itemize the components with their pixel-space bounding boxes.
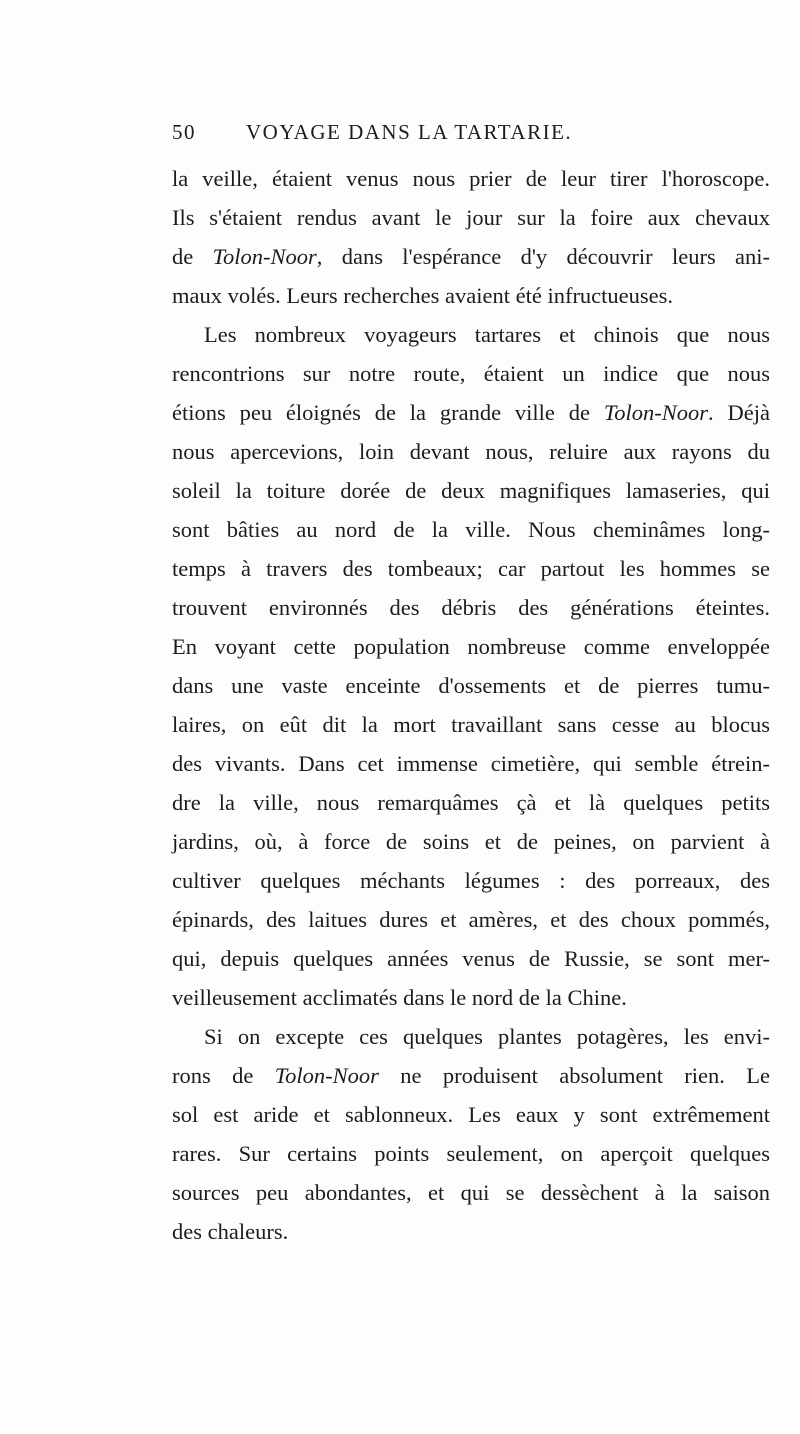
text-line: épinards, des laitues dures et amères, et des choux pommés,	[172, 907, 770, 932]
text-line: sources peu abondantes, et qui se dessèchent à la saison	[172, 1180, 770, 1205]
place-name: Tolon-Noor	[212, 244, 317, 269]
text-line: laires, on eût dit la mort travaillant sans cesse au blocus	[172, 712, 770, 737]
text-line: rares. Sur certains points seulement, on aperçoit quelques	[172, 1141, 770, 1166]
text-line: Les nombreux voyageurs tartares et chinois que nous	[204, 322, 770, 347]
place-name: Tolon-Noor	[603, 400, 709, 425]
text-line: jardins, où, à force de soins et de peines, on parvient à	[172, 829, 770, 854]
text-line: la veille, étaient venus nous prier de leur tirer l'horoscope.	[172, 166, 770, 191]
text-line: En voyant cette population nombreuse comme enveloppée	[172, 634, 770, 659]
text-line: étions peu éloignés de la grande ville de Tolon-Noor. Déjà	[172, 400, 770, 425]
text-line: dans une vaste enceinte d'ossements et de pierres tumu-	[172, 673, 770, 698]
text-line: rencontrions sur notre route, étaient un indice que nous	[172, 361, 770, 386]
text-line: dre la ville, nous remarquâmes çà et là quelques petits	[172, 790, 770, 815]
text-line: nous apercevions, loin devant nous, reluire aux rayons du	[172, 439, 770, 464]
running-title: VOYAGE DANS LA TARTARIE.	[246, 120, 573, 144]
text-line: cultiver quelques méchants légumes : des porreaux, des	[172, 868, 770, 893]
text-line: Ils s'étaient rendus avant le jour sur la foire aux chevaux	[172, 205, 770, 230]
running-head	[172, 120, 632, 150]
body-text	[172, 159, 770, 1251]
text-line: de Tolon-Noor, dans l'espérance d'y découvrir leurs ani-	[172, 244, 770, 269]
text-line: soleil la toiture dorée de deux magnifiques lamaseries, qui	[172, 478, 770, 503]
text-line: des vivants. Dans cet immense cimetière, qui semble étrein-	[172, 751, 770, 776]
text-line: qui, depuis quelques années venus de Russie, se sont mer-	[172, 946, 770, 971]
text-line: sont bâties au nord de la ville. Nous cheminâmes long-	[172, 517, 770, 542]
text-line: sol est aride et sablonneux. Les eaux y sont extrêmement	[172, 1102, 770, 1127]
text-line: rons de Tolon-Noor ne produisent absolument rien. Le	[172, 1063, 770, 1088]
place-name: Tolon-Noor	[274, 1063, 379, 1088]
text-line: Si on excepte ces quelques plantes potagères, les envi-	[204, 1024, 770, 1049]
text-line: veilleusement acclimatés dans le nord de la Chine.	[172, 985, 627, 1010]
page-number: 50	[172, 120, 196, 144]
text-line: trouvent environnés des débris des générations éteintes.	[172, 595, 770, 620]
text-line: temps à travers des tombeaux; car partout les hommes se	[172, 556, 770, 581]
text-line: maux volés. Leurs recherches avaient été infructueuses.	[172, 283, 674, 308]
text-line: des chaleurs.	[172, 1219, 289, 1244]
